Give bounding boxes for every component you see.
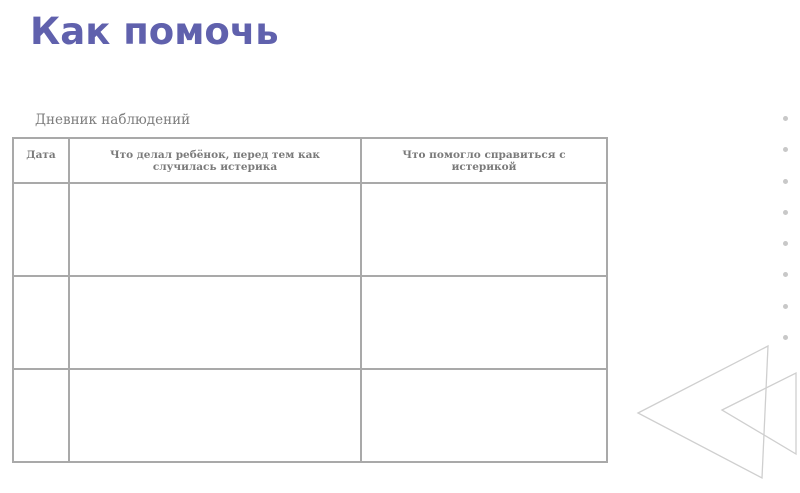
header-before-tantrum: Что делал ребёнок, перед тем как случилась истерика xyxy=(69,138,361,183)
table-caption: Дневник наблюдений xyxy=(35,112,191,128)
small-triangle-outline-icon xyxy=(722,373,796,454)
large-triangle-outline-icon xyxy=(638,346,768,478)
page-title: Как помочь xyxy=(30,10,279,53)
header-date: Дата xyxy=(13,138,69,183)
header-what-helped: Что помогло справиться с истерикой xyxy=(361,138,607,183)
